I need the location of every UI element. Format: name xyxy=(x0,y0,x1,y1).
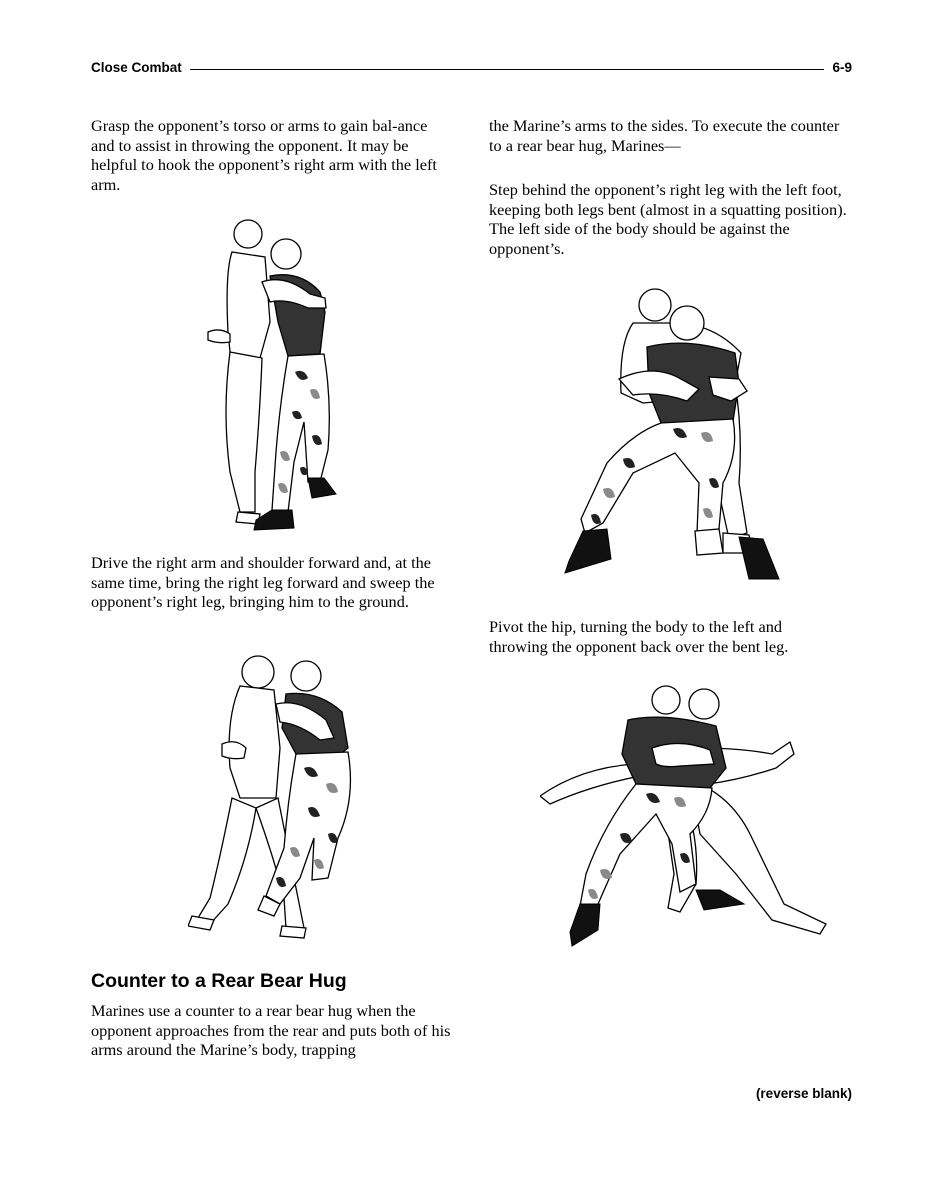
illustration-sweep-leg xyxy=(188,648,363,942)
illustration-step-behind xyxy=(563,283,785,581)
section-heading: Counter to a Rear Bear Hug xyxy=(91,970,347,992)
left-paragraph-2: Drive the right arm and shoulder forward and, at the same time, bring the right leg forward and sweep the opponent’s right leg, bringing him to the ground. xyxy=(91,553,435,612)
illustration-pivot-hip xyxy=(540,684,830,948)
left-paragraph-3: Marines use a counter to a rear bear hug when the opponent approaches from the rear and puts both of his arms around the Marine’s body, trapping xyxy=(91,1001,451,1060)
header-rule xyxy=(91,69,852,70)
page-number: 6-9 xyxy=(824,60,852,75)
right-paragraph-3: Pivot the hip, turning the body to the left and throwing the opponent back over the bent leg. xyxy=(489,617,789,656)
footer-note: (reverse blank) xyxy=(755,1086,852,1101)
left-paragraph-1: Grasp the opponent’s torso or arms to gain bal-ance and to assist in throwing the opponent. It may be helpful to hook the opponent’s right arm with the left arm. xyxy=(91,116,437,194)
running-header xyxy=(91,60,852,80)
right-paragraph-2: Step behind the opponent’s right leg with the left foot, keeping both legs bent (almost in a squatting position). The left side of the body should be against the opponent’s. xyxy=(489,180,847,258)
illustration-grasp-torso xyxy=(200,212,345,534)
chapter-title: Close Combat xyxy=(91,60,190,75)
right-paragraph-1: the Marine’s arms to the sides. To execute the counter to a rear bear hug, Marines— xyxy=(489,116,840,155)
